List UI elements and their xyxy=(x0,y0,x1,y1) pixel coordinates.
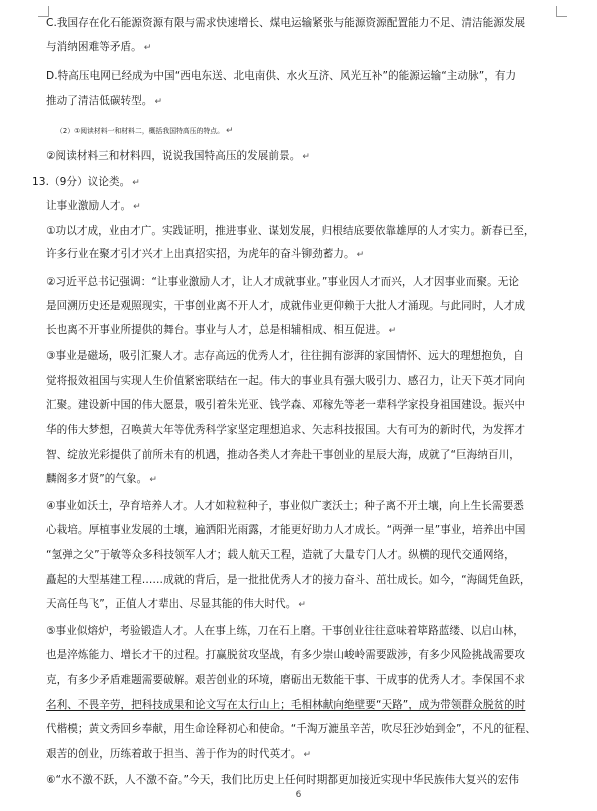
para3-line-5: 智、绽放光彩提供了前所未有的机遇，推动各类人才奔赴干事创业的星辰大海，成就了“巨海纳百川， xyxy=(46,449,520,461)
option-c-line-1: C.我国存在化石能源资源有限与需求快速增长、煤电运输紧张与能源资源配置能力不足、清洁能源发展 xyxy=(46,17,526,29)
essay-title: 让事业激励人才。 ↵ xyxy=(46,200,141,212)
para5-line-2: 也是淬炼能力、增长才干的过程。打赢脱贫攻坚战，有多少崇山峻岭需要跋涉，有多少风险挑战需要攻 xyxy=(46,649,525,661)
para5-line-1: ⑤事业似熔炉，考验锻造人才。人在事上练，刀在石上磨。干事创业往往意味着筚路蓝缕、以启山林， xyxy=(46,625,524,637)
para5-line-3: 克，有多少矛盾难题需要破解。艰苦创业的环境，磨砺出无数能干事、干成事的优秀人才。李保国不求 xyxy=(46,674,525,686)
para3-line-6: 麟阁多才贤”的气象。 ↵ xyxy=(46,473,157,485)
para2-line-2: 是回溯历史还是观照现实，干事创业离不开人才，成就伟业更仰赖于大批人才涌现。与此同时，人才成 xyxy=(46,300,525,312)
para4-line-4: 矗起的大型基建工程……成就的背后，是一批批优秀人才的接力奋斗、茁壮成长。如今，“海阔凭鱼跃， xyxy=(46,574,531,586)
para6-line-1: ⑥“水不激不跃，人不激不奋。”今天，我们比历史上任何时期都更加接近实现中华民族伟大复兴的宏伟 xyxy=(46,774,520,786)
page-number: 6 xyxy=(295,790,302,800)
para3-line-1: ③事业是磁场，吸引汇聚人才。志存高远的优秀人才，往往拥有澎湃的家国情怀、远大的理想抱负，自 xyxy=(46,350,524,362)
para1-line-2: 许多行业在聚才引才兴才上出真招实招，为虎年的奋斗铆劲蓄力。 ↵ xyxy=(46,248,365,260)
option-d-line-1: D.特高压电网已经成为中国“西电东送、北电南供、水火互济、风光互补”的能源运输“主动脉”，有力 xyxy=(46,70,517,82)
para2-line-3: 长也离不开事业所提供的舞台。事业与人才，总是相辅相成、相互促进。 ↵ xyxy=(46,324,397,336)
para4-line-1: ④事业如沃土，孕育培养人才。人才如粒粒种子，事业似广袤沃土；种子离不开土壤，向上生长需要悉 xyxy=(46,500,524,512)
para5-line-5: 代楷模；黄文秀回乡奉献，用生命诠释初心和使命。“千淘万漉虽辛苦，吹尽狂沙始到金”，不凡的征程、 xyxy=(46,723,537,735)
para1-line-1: ①功以才成，业由才广。实践证明，推进事业、谋划发展，归根结底要依靠雄厚的人才实力。新春已至， xyxy=(46,225,535,237)
para3-line-2: 觉将报效祖国与实现人生价值紧密联结在一起。伟大的事业具有强大吸引力、感召力，让天下英才同向 xyxy=(46,375,525,387)
para5-line-4: 名利、不畏辛劳，把科技成果和论文写在太行山上；毛相林献向绝壁要“天路”，成为带领群众脱贫的时 xyxy=(46,699,526,711)
para4-line-2: 心栽培。厚植事业发展的土壤，遍洒阳光雨露，才能更好助力人才成长。“两弹一星”事业，培养出中国 xyxy=(46,524,526,536)
para2-line-1: ②习近平总书记强调：“让事业激励人才，让人才成就事业。”事业因人才而兴，人才因事业而聚。无论 xyxy=(46,276,520,288)
para3-line-4: 华的伟大梦想，召唤黄大年等优秀科学家坚定理想追求、矢志科技报国。大有可为的新时代，为发挥才 xyxy=(46,424,525,436)
option-c-line-2: 与消纳困难等矛盾。 ↵ xyxy=(46,41,152,53)
question-13-header: 13.（9分）议论类。 ↵ xyxy=(32,176,140,188)
para5-line-6: 艰苦的创业，历练着敢于担当、善于作为的时代英才。 ↵ xyxy=(46,748,312,760)
option-d-line-2: 推动了清洁低碳转型。 ↵ xyxy=(46,95,163,107)
para3-line-3: 汇聚。建设新中国的伟大愿景，吸引着朱光亚、钱学森、邓稼先等老一辈科学家投身祖国建设。振兴中 xyxy=(46,399,525,411)
para4-line-3: “氢弹之父”于敏等众多科技领军人才；载人航天工程，造就了大量专门人才。纵横的现代交通网络， xyxy=(46,549,515,561)
question-2-part-1: （2）①阅读材料一和材料二，概括我国特高压的特点。 ↵ xyxy=(56,126,234,136)
question-2-part-2: ②阅读材料三和材料四，说说我国特高压的发展前景。 ↵ xyxy=(46,150,310,162)
para4-line-5: 天高任鸟飞”，正值人才辈出、尽显其能的伟大时代。 ↵ xyxy=(46,598,306,610)
crop-mark-top-right xyxy=(556,6,567,17)
